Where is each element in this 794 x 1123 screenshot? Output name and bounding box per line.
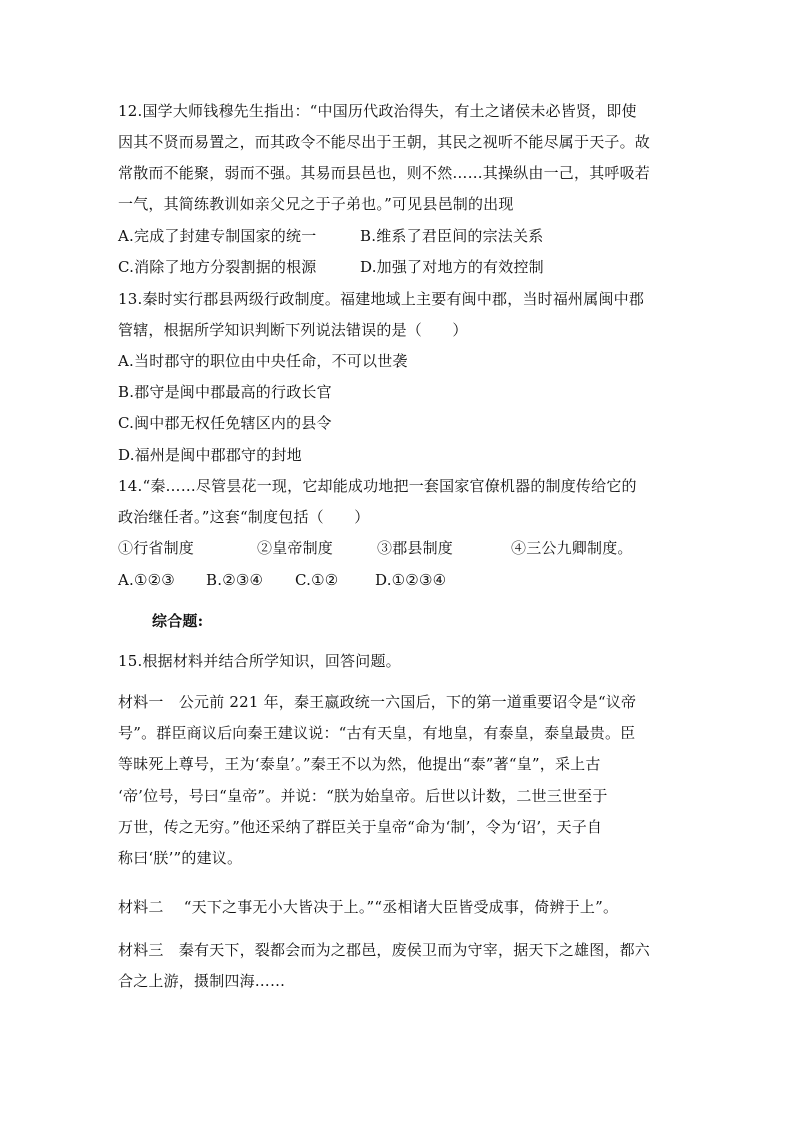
section-title: 综合题: [152,612,204,630]
q13-option-d: D.福州是闽中郡郡守的封地 [118,446,302,464]
q14-options-row [118,570,446,590]
q14-item-4: ④三公九卿制度。 [511,539,633,557]
q12-options-row-1 [118,226,543,246]
q12-option-c: C.消除了地方分裂割据的根源 [118,258,317,276]
q14-option-c: C.①② [295,571,339,589]
q15-material1-line-1: 材料一 公元前 221 年，秦王嬴政统一六国后，下的第一道重要诏令是“议帝 [118,693,637,711]
q15-material1-line-4: ‘帝’位号，号曰“皇帝”。并说：“朕为始皇帝。后世以计数，二世三世至于 [118,787,608,805]
q12-stem-line-3: 常散而不能聚，弱而不强。其易而县邑也，则不然……其操纵由一己，其呼吸若 [118,164,651,182]
q15-stem: 15.根据材料并结合所学知识，回答问题。 [118,652,401,670]
q15-material3-line-1: 材料三 秦有天下，裂都会而为之郡邑，废侯卫而为守宰，据天下之雄图，都六 [118,941,651,959]
q13-option-b: B.郡守是闽中郡最高的行政长官 [118,383,332,401]
q12-options-row-2 [118,257,544,277]
q14-option-a: A.①②③ [118,571,175,589]
q13-option-a: A.当时郡守的职位由中央任命，不可以世袭 [118,352,408,370]
q15-material2: 材料二 “天下之事无小大皆决于上。”“丞相诸大臣皆受成事，倚辨于上”。 [118,898,619,916]
q15-material1-line-6: 称曰‘朕’”的建议。 [118,849,243,867]
q13-option-c: C.闽中郡无权任免辖区内的县令 [118,414,332,432]
q14-items-row [118,538,633,558]
q15-material1-line-5: 万世，传之无穷。”他还采纳了群臣关于皇帝“命为‘制’，令为‘诏’，天子自 [118,818,603,836]
q14-option-d: D.①②③④ [375,571,447,589]
q15-material1-line-2: 号”。群臣商议后向秦王建议说：“古有天皇，有地皇，有泰皇，泰皇最贵。臣 [118,724,636,742]
q14-stem-line-2: 政治继任者。”这套“制度包括（ ） [118,508,370,526]
q12-stem-line-1: 12.国学大师钱穆先生指出：“中国历代政治得失，有土之诸侯未必皆贤，即使 [118,102,637,120]
q14-item-2: ②皇帝制度 [257,539,334,557]
q15-material1-line-3: 等昧死上尊号，王为‘泰皇’。”秦王不以为然，他提出“泰”著“皇”，采上古 [118,755,601,773]
q12-stem-line-4: 一气，其简练教训如亲父兄之于子弟也。”可见县邑制的出现 [118,195,514,213]
q12-option-a: A.完成了封建专制国家的统一 [118,227,317,245]
q14-stem-line-1: 14.“秦……尽管昙花一现，它却能成功地把一套国家官僚机器的制度传给它的 [118,477,637,495]
q15-material3-line-2: 合之上游，摄制四海…… [118,972,286,990]
q14-item-3: ③郡县制度 [377,539,454,557]
q12-stem-line-2: 因其不贤而易置之，而其政令不能尽出于王朝，其民之视听不能尽属于天子。故 [118,133,651,151]
q14-item-1: ①行省制度 [118,539,195,557]
q14-option-b: B.②③④ [206,571,264,589]
q12-option-b: B.维系了君臣间的宗法关系 [360,227,544,245]
q13-stem-line-1: 13.秦时实行郡县两级行政制度。福建地域上主要有闽中郡，当时福州属闽中郡 [118,290,645,308]
q13-stem-line-2: 管辖，根据所学知识判断下列说法错误的是（ ） [118,321,468,339]
q12-option-d: D.加强了对地方的有效控制 [360,258,544,276]
